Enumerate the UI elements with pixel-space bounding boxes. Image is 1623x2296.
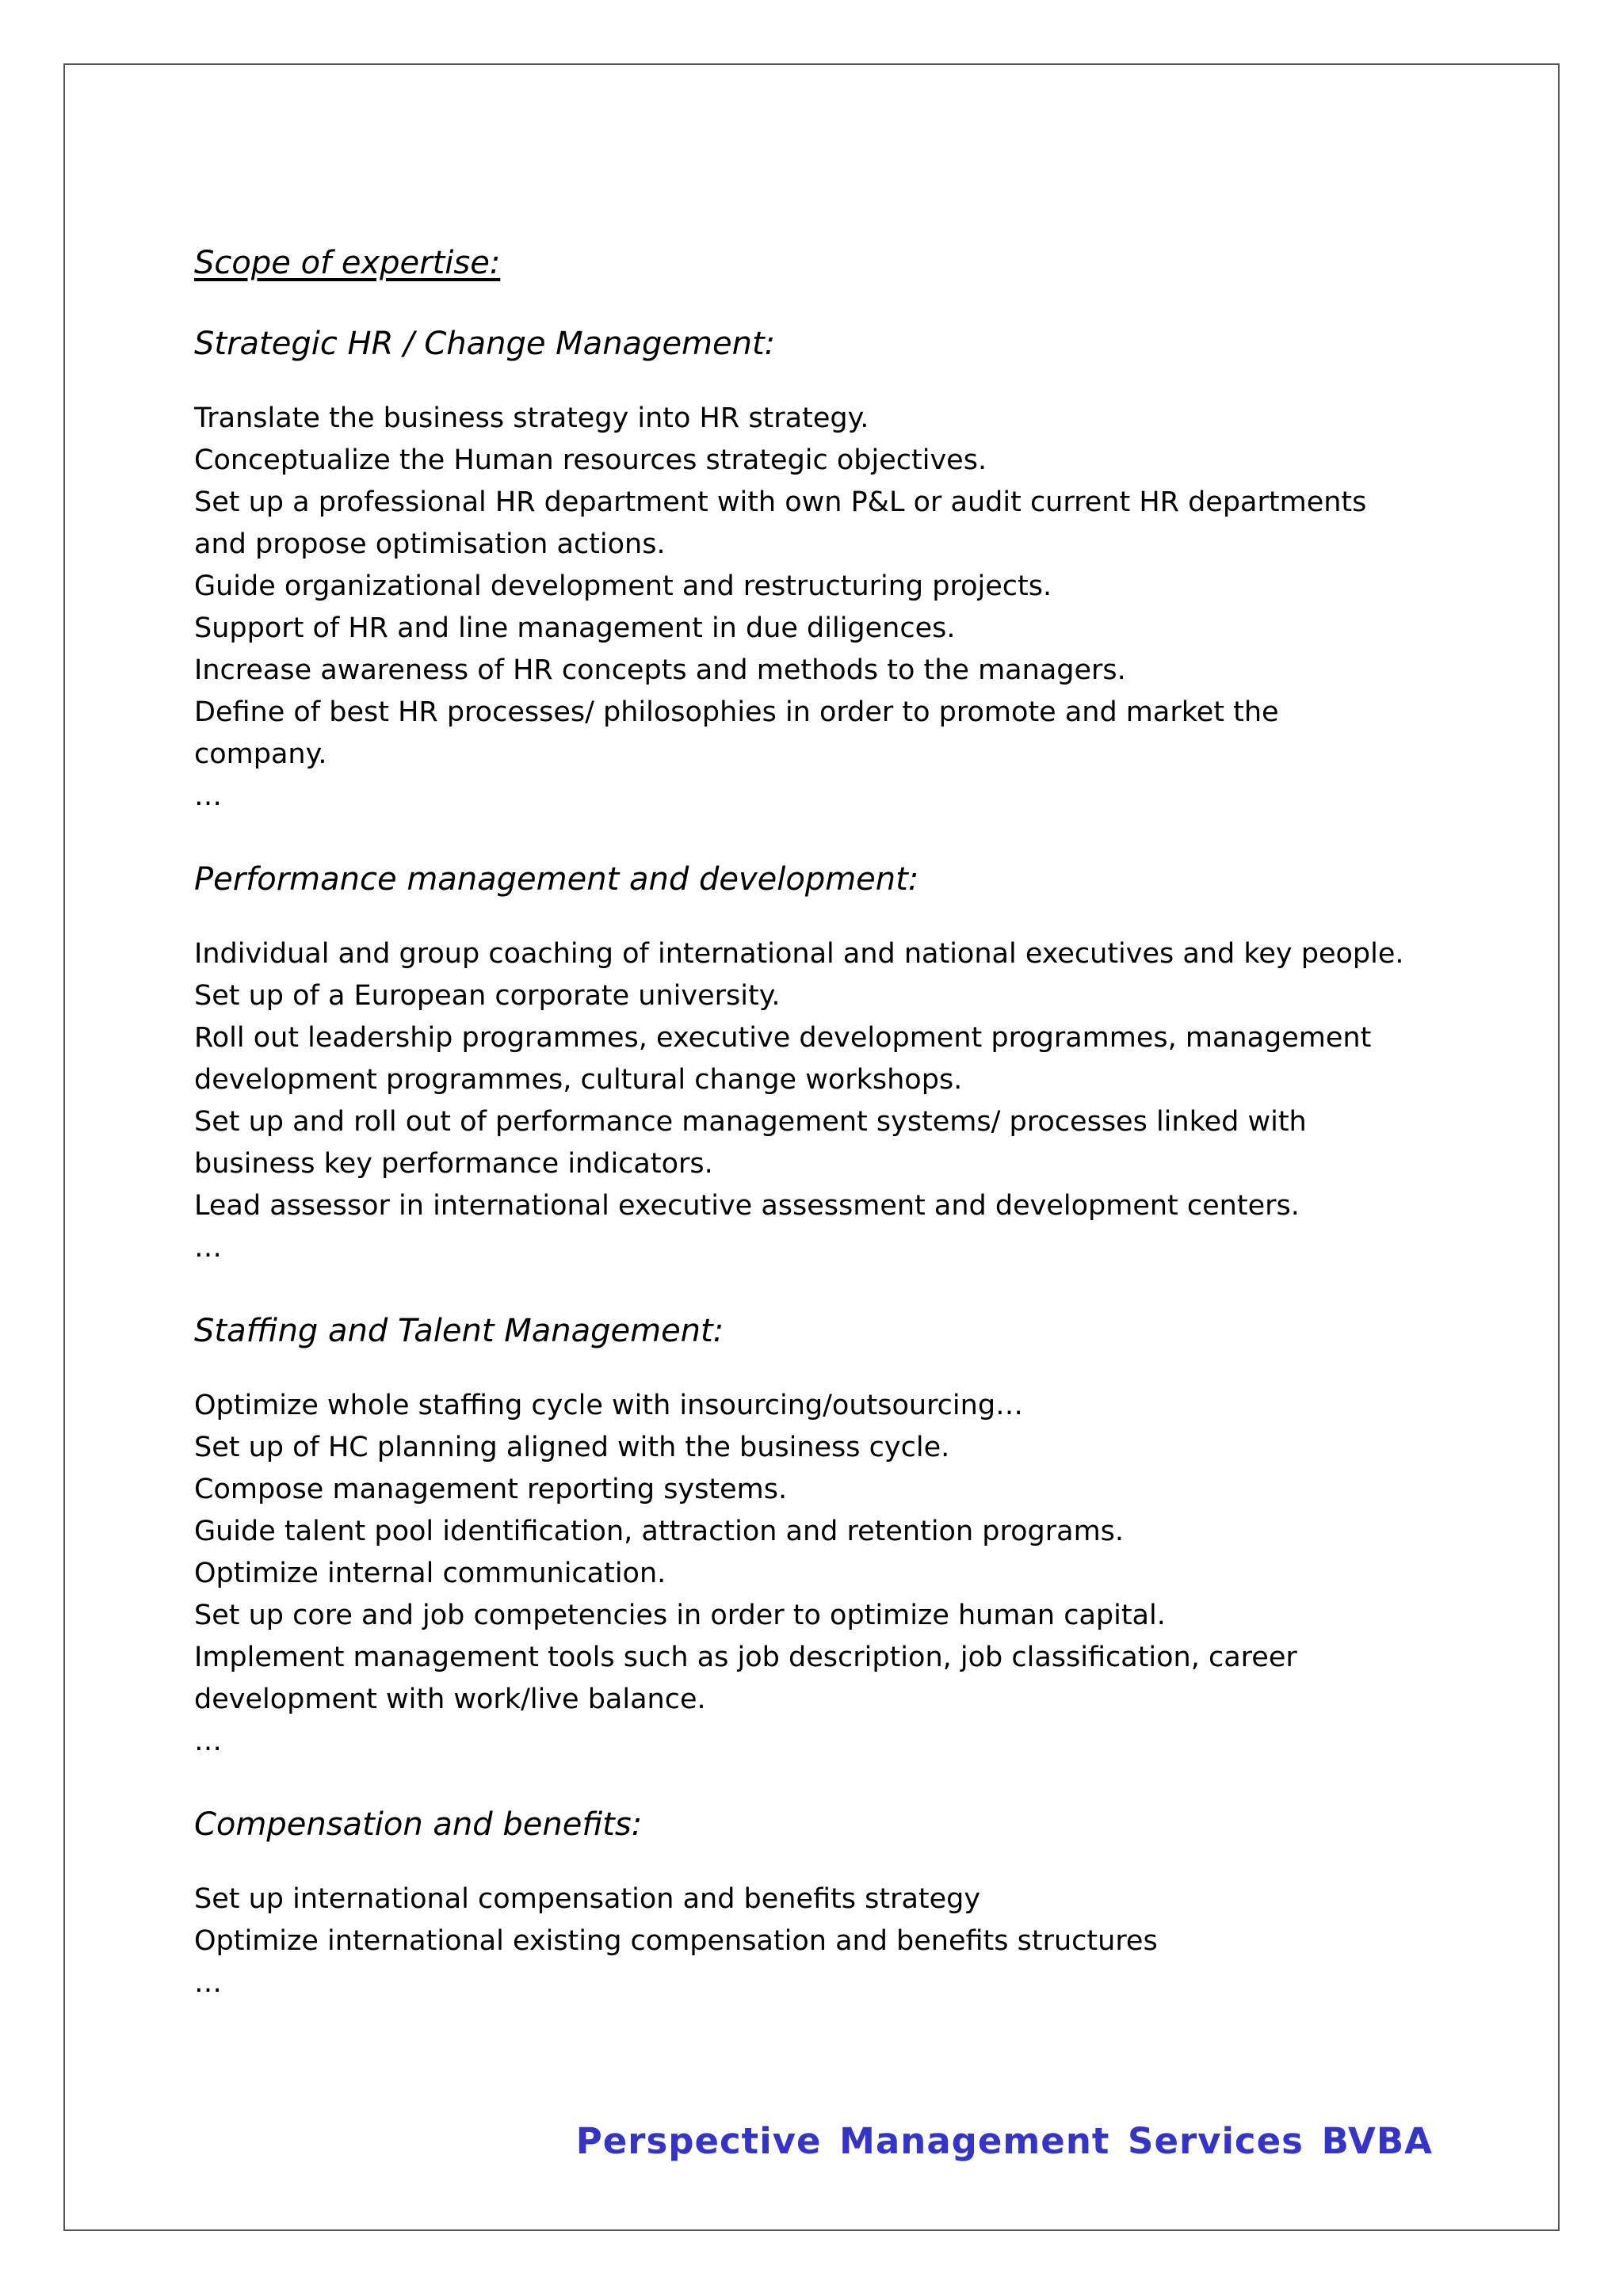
section-ellipsis: … bbox=[194, 780, 222, 812]
section-line: Roll out leadership programmes, executive development programmes, management bbox=[194, 1022, 1372, 1054]
footer-brand: Perspective Management Services BVBA bbox=[575, 2120, 1433, 2162]
section-line: Set up core and job competencies in order to optimize human capital. bbox=[194, 1600, 1166, 1631]
section-line: development programmes, cultural change workshops. bbox=[194, 1064, 963, 1096]
section-heading: Compensation and benefits: bbox=[194, 1806, 643, 1843]
section bbox=[194, 860, 1415, 1269]
document-content bbox=[194, 244, 1415, 2047]
section-line: and propose optimisation actions. bbox=[194, 528, 666, 560]
section-line: Translate the business strategy into HR strategy. bbox=[194, 402, 869, 434]
section-line: business key performance indicators. bbox=[194, 1148, 713, 1180]
section-line: Set up and roll out of performance management systems/ processes linked with bbox=[194, 1106, 1307, 1138]
section-line: Support of HR and line management in due diligences. bbox=[194, 612, 956, 644]
section-heading: Strategic HR / Change Management: bbox=[194, 326, 776, 362]
section-line: Define of best HR processes/ philosophies in order to promote and market the bbox=[194, 696, 1279, 728]
section-line: Set up of a European corporate university. bbox=[194, 980, 781, 1012]
section-line: Set up of HC planning aligned with the business cycle. bbox=[194, 1432, 950, 1463]
section-line: Optimize internal communication. bbox=[194, 1558, 666, 1589]
section-line: Optimize whole staffing cycle with insourcing/outsourcing… bbox=[194, 1390, 1024, 1421]
section-line: Set up international compensation and benefits strategy bbox=[194, 1883, 981, 1915]
section bbox=[194, 1806, 1415, 2004]
sections-container bbox=[194, 325, 1415, 2004]
section-line: Lead assessor in international executive assessment and development centers. bbox=[194, 1190, 1300, 1222]
section-line: Optimize international existing compensation and benefits structures bbox=[194, 1925, 1158, 1957]
section bbox=[194, 1312, 1415, 1763]
section-line: company. bbox=[194, 738, 327, 770]
section-line: development with work/live balance. bbox=[194, 1684, 706, 1715]
section-line: Conceptualize the Human resources strategic objectives. bbox=[194, 444, 987, 476]
section-heading: Performance management and development: bbox=[194, 861, 919, 898]
section-line: Guide talent pool identification, attraction and retention programs. bbox=[194, 1516, 1125, 1547]
section-line: Increase awareness of HR concepts and methods to the managers. bbox=[194, 654, 1126, 686]
section-ellipsis: … bbox=[194, 1232, 222, 1264]
section bbox=[194, 325, 1415, 818]
section-ellipsis: … bbox=[194, 1726, 222, 1757]
scope-title: Scope of expertise: bbox=[194, 245, 501, 281]
section-heading: Staffing and Talent Management: bbox=[194, 1313, 724, 1349]
section-line: Set up a professional HR department with own P&L or audit current HR departments bbox=[194, 486, 1367, 518]
section-line: Compose management reporting systems. bbox=[194, 1474, 788, 1505]
section-line: Implement management tools such as job description, job classification, career bbox=[194, 1642, 1297, 1673]
section-line: Guide organizational development and restructuring projects. bbox=[194, 570, 1052, 602]
section-line: Individual and group coaching of international and national executives and key people. bbox=[194, 938, 1404, 970]
section-ellipsis: … bbox=[194, 1967, 222, 1999]
